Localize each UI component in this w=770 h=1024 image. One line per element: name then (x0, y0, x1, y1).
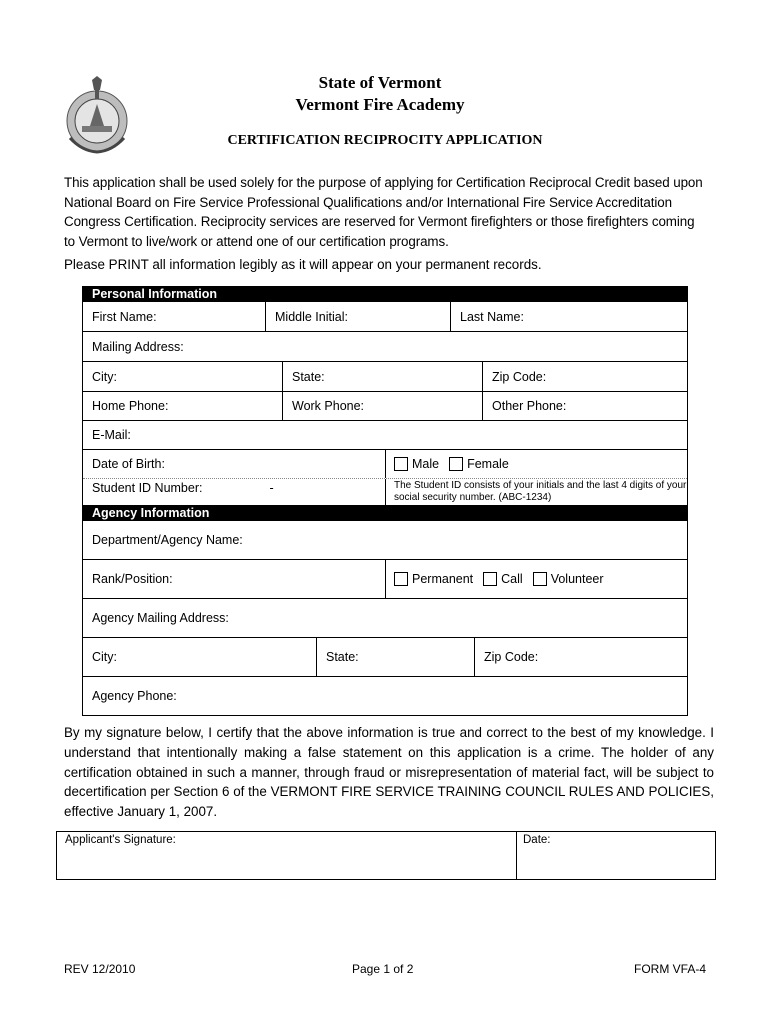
student-id-field[interactable] (83, 479, 386, 505)
membership-type-options (386, 560, 687, 598)
student-id-separator: - (269, 481, 274, 495)
agency-state-field[interactable] (317, 638, 475, 676)
state-label: State: (292, 369, 325, 384)
state-field[interactable] (283, 362, 483, 391)
date-label: Date: (523, 834, 551, 846)
agency-information-header: Agency Information (83, 505, 687, 521)
intro-paragraph: This application shall be used solely for the purpose of applying for Certification Reciprocal Credit based upon National Board on Fire Service Professional Qualifications and/or International Fire Service Accreditation Congress Certification. Reciprocity services are reserved for Vermont firefighters or those firefighters coming to Vermont to live/work or attend one of our certification programs. (64, 175, 703, 249)
applicant-signature-field[interactable] (57, 832, 517, 879)
rank-label: Rank/Position: (92, 572, 173, 586)
dob-field[interactable] (83, 450, 386, 478)
city-state-zip-row (83, 362, 687, 392)
agency-mailing-address-field[interactable] (83, 599, 687, 637)
zip-label: Zip Code: (492, 369, 547, 384)
student-id-row (83, 479, 687, 505)
agency-address-row (83, 599, 687, 638)
volunteer-option[interactable] (533, 572, 604, 586)
last-name-field[interactable] (451, 302, 687, 331)
work-phone-field[interactable] (283, 392, 483, 420)
student-id-label: Student ID Number: (92, 481, 203, 495)
work-phone-label: Work Phone: (292, 399, 365, 413)
department-field[interactable] (83, 521, 687, 559)
agency-mailing-address-label: Agency Mailing Address: (92, 611, 229, 625)
male-checkbox[interactable] (394, 457, 408, 471)
agency-city-label: City: (92, 650, 117, 664)
agency-zip-field[interactable] (475, 638, 687, 676)
department-row (83, 521, 687, 560)
other-phone-label: Other Phone: (492, 399, 567, 413)
home-phone-label: Home Phone: (92, 399, 169, 413)
rank-row (83, 560, 687, 599)
form-title: CERTIFICATION RECIPROCITY APPLICATION (227, 133, 543, 148)
volunteer-checkbox[interactable] (533, 572, 547, 586)
female-option[interactable] (449, 457, 509, 471)
permanent-label: Permanent (412, 572, 474, 586)
agency-city-field[interactable] (83, 638, 317, 676)
page-number: Page 1 of 2 (352, 962, 414, 976)
email-field[interactable] (83, 421, 687, 449)
form-number: FORM VFA-4 (634, 962, 707, 976)
revision-label: REV 12/2010 (64, 962, 136, 976)
city-field[interactable] (83, 362, 283, 391)
home-phone-field[interactable] (83, 392, 283, 420)
dob-row (83, 450, 687, 479)
department-label: Department/Agency Name: (92, 533, 243, 547)
agency-state-label: State: (326, 650, 359, 664)
agency-zip-label: Zip Code: (484, 650, 539, 664)
permanent-option[interactable] (394, 572, 473, 586)
dob-label: Date of Birth: (92, 457, 165, 471)
male-label: Male (412, 457, 440, 471)
certification-statement: By my signature below, I certify that the above information is true and correct to the best of my knowledge. I understand that intentionally making a false statement on this application is a crime. The holder of any certification obtained in such a manner, through fraud or misrepresentation of material fact, will be subject to decertification per Section 6 of the VERMONT FIRE SERVICE TRAINING COUNCIL RULES AND POLICIES, effective January 1, 2007. (64, 725, 714, 820)
student-id-note: The Student ID consists of your initials and the last 4 digits of your social security number. (ABC-1234) (394, 480, 687, 503)
agency-phone-field[interactable] (83, 677, 687, 715)
city-label: City: (92, 369, 117, 384)
seal-icon (62, 76, 132, 156)
agency-phone-label: Agency Phone: (92, 689, 177, 703)
mailing-address-label: Mailing Address: (92, 339, 184, 354)
signature-box (56, 831, 716, 880)
email-label: E-Mail: (92, 428, 131, 442)
agency-city-state-zip-row (83, 638, 687, 677)
female-label: Female (467, 457, 509, 471)
date-field[interactable] (517, 832, 715, 879)
personal-information-header: Personal Information (83, 286, 687, 302)
middle-initial-label: Middle Initial: (275, 309, 348, 324)
academy-title: Vermont Fire Academy (295, 95, 465, 114)
last-name-label: Last Name: (460, 309, 524, 324)
volunteer-label: Volunteer (550, 572, 604, 586)
print-instruction: Please PRINT all information legibly as it will appear on your permanent records. (64, 257, 542, 272)
mailing-address-row (83, 332, 687, 362)
other-phone-field[interactable] (483, 392, 687, 420)
phone-row (83, 392, 687, 421)
female-checkbox[interactable] (449, 457, 463, 471)
zip-field[interactable] (483, 362, 687, 391)
first-name-label: First Name: (92, 309, 157, 324)
male-option[interactable] (394, 457, 439, 471)
middle-initial-field[interactable] (266, 302, 451, 331)
vermont-state-seal (62, 76, 132, 156)
application-form (82, 286, 688, 716)
name-row (83, 302, 687, 332)
applicant-signature-label: Applicant's Signature: (65, 834, 176, 846)
first-name-field[interactable] (83, 302, 266, 331)
call-option[interactable] (483, 572, 523, 586)
rank-field[interactable] (83, 560, 386, 598)
call-label: Call (501, 572, 523, 586)
call-checkbox[interactable] (483, 572, 497, 586)
permanent-checkbox[interactable] (394, 572, 408, 586)
mailing-address-field[interactable] (83, 332, 687, 361)
agency-phone-row (83, 677, 687, 715)
state-title: State of Vermont (318, 73, 442, 92)
gender-options (386, 450, 687, 478)
email-row (83, 421, 687, 450)
